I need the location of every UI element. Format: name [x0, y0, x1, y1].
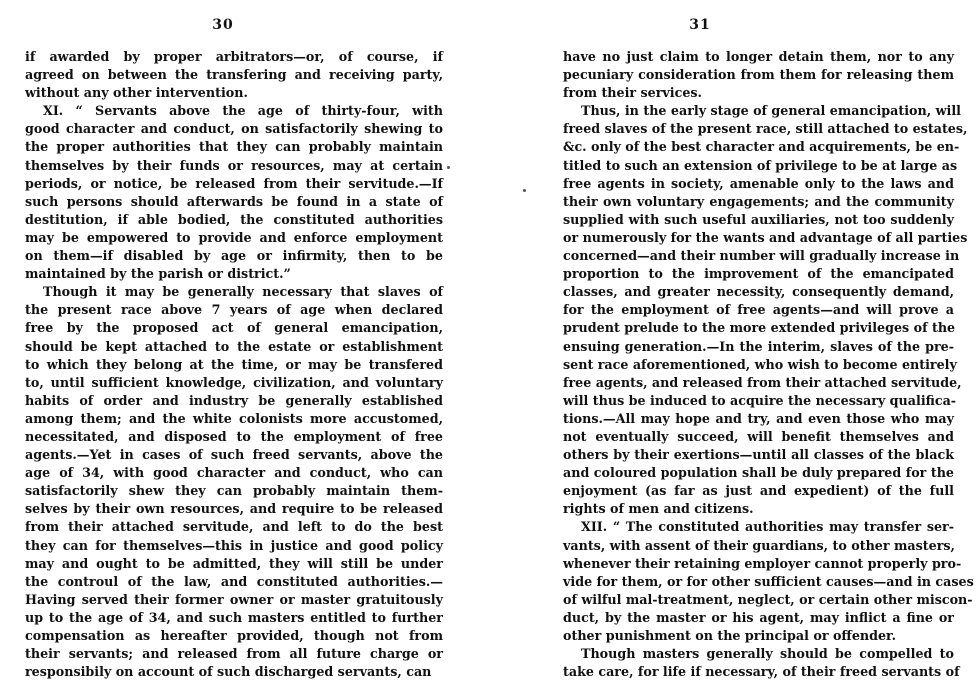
text-line: vide for them, or for other sufficient causes—and in cases: [563, 573, 974, 589]
text-line: Though it may be generally necessary that slaves of: [43, 284, 443, 300]
text-line: will thus be induced to acquire the necessary qualifica-: [563, 392, 957, 408]
text-line: from their attached servitude, and left to do the best: [25, 519, 443, 535]
text-line: not eventually succeed, will benefit themselves and: [563, 428, 954, 444]
text-line: agents.—Yet in cases of such freed servants, above the: [25, 447, 443, 463]
text-line: up to the age of 34, and such masters entitled to further: [25, 609, 443, 625]
text-line: duct, by the master or his agent, may inflict a fine or: [563, 609, 954, 625]
text-line: good character and conduct, on satisfactorily shewing to: [25, 121, 443, 137]
text-line: selves by their own resources, and require to be released: [25, 501, 443, 517]
text-line: and coloured population shall be duly prepared for the: [563, 465, 954, 481]
text-line: proportion to the improvement of the emancipated: [563, 266, 954, 282]
text-line: destitution, if able bodied, the constituted authorities: [25, 211, 443, 227]
text-line: to, until sufficient knowledge, civilization, and voluntary: [25, 374, 443, 390]
text-line: maintained by the parish or district.”: [25, 266, 291, 282]
text-line: on them—if disabled by age or infirmity, then to be: [25, 248, 443, 264]
text-line: from their services.: [563, 85, 702, 101]
text-line: whenever their retaining employer cannot properly pro-: [563, 555, 962, 571]
text-line: Thus, in the early stage of general emancipation, will: [581, 103, 961, 119]
text-line: periods, or notice, be released from their servitude.—If: [25, 175, 443, 191]
text-line: such persons should afterwards be found in a state of: [25, 193, 443, 209]
text-line: to which they belong at the time, or may be transfered: [25, 356, 443, 372]
text-line: their servants; and released from all future charge or: [25, 646, 443, 662]
text-line: the proper authorities that they can probably maintain: [25, 139, 443, 155]
text-line: themselves by their funds or resources, may at certain: [25, 157, 443, 173]
text-line: have no just claim to longer detain them, nor to any: [563, 49, 954, 64]
text-line: without any other intervention.: [25, 85, 248, 101]
text-line: take care, for life if necessary, of their freed servants of: [563, 664, 960, 680]
gutter-speck: [447, 166, 450, 169]
text-line: of wilful mal-treatment, neglect, or certain other miscon-: [563, 591, 973, 607]
text-line: XI. “ Servants above the age of thirty-four, with: [43, 103, 443, 119]
text-line: vants, with assent of their guardians, to other masters,: [563, 537, 955, 553]
text-line: among them; and the white colonists more accustomed,: [25, 410, 443, 426]
text-line: free by the proposed act of general emancipation,: [25, 320, 443, 336]
text-line: they can for themselves—this in justice and good policy: [25, 537, 443, 553]
text-line: necessitated, and disposed to the employment of free: [25, 428, 443, 444]
text-line: their own voluntary engagements; and the community: [563, 193, 954, 209]
text-line: should be kept attached to the estate or establishment: [25, 338, 443, 354]
text-line: supplied with such useful auxiliaries, not too suddenly: [563, 211, 954, 227]
text-line: sent race aforementioned, who wish to become entirely: [563, 356, 957, 372]
text-line: for the employment of free agents—and will prove a: [563, 302, 954, 318]
text-line: prudent prelude to the more extended privileges of the: [563, 320, 956, 336]
text-line: &c. only of the best character and acquirements, be en-: [563, 139, 960, 155]
text-line: or numerously for the wants and advantage of all parties: [563, 229, 968, 245]
page-number-left: 30: [212, 17, 234, 33]
text-line: concerned—and their number will gradually increase in: [563, 248, 960, 264]
text-line: may and ought to be admitted, they will still be under: [25, 555, 443, 571]
text-line: others by their exertions—until all classes of the black: [563, 447, 954, 463]
page-number-right: 31: [689, 17, 711, 33]
text-line: compensation as hereafter provided, though not from: [25, 628, 443, 643]
left-page-text: [25, 48, 443, 681]
text-line: tions.—All may hope and try, and even those who may: [563, 410, 954, 426]
text-line: Though masters generally should be compelled to: [581, 646, 954, 662]
text-line: classes, and greater necessity, consequently demand,: [563, 284, 954, 300]
text-line: free agents, and released from their attached servitude,: [563, 374, 962, 390]
text-line: Having served their former owner or master gratuitously: [25, 591, 443, 607]
text-line: XII. “ The constituted authorities may transfer ser-: [581, 519, 954, 535]
text-line: freed slaves of the present race, still attached to estates,: [563, 121, 968, 137]
text-line: free agents in society, amenable only to the laws and: [563, 175, 954, 191]
text-line: the present race above 7 years of age when declared: [25, 302, 443, 318]
text-line: the controul of the law, and constituted authorities.—: [25, 573, 443, 589]
text-line: other punishment on the principal or offender.: [563, 628, 896, 643]
text-line: pecuniary consideration from them for releasing them: [563, 67, 954, 83]
text-line: rights of men and citizens.: [563, 501, 754, 517]
text-line: may be empowered to provide and enforce employment: [25, 229, 443, 245]
text-line: responsibily on account of such discharged servants, can: [25, 664, 432, 680]
text-line: if awarded by proper arbitrators—or, of course, if: [25, 49, 443, 64]
right-page-text: [563, 48, 974, 681]
gutter-speck: [523, 189, 526, 192]
text-line: titled to such an extension of privilege to be at large as: [563, 157, 958, 173]
text-line: satisfactorily shew they can probably maintain them-: [25, 483, 443, 499]
text-line: age of 34, with good character and conduct, who can: [25, 465, 443, 481]
text-line: ensuing generation.—In the interim, slaves of the pre-: [563, 338, 954, 354]
text-line: agreed on between the transfering and receiving party,: [25, 67, 443, 83]
text-line: habits of order and industry be generally established: [25, 392, 443, 408]
text-line: enjoyment (as far as just and expedient) of the full: [563, 483, 954, 499]
